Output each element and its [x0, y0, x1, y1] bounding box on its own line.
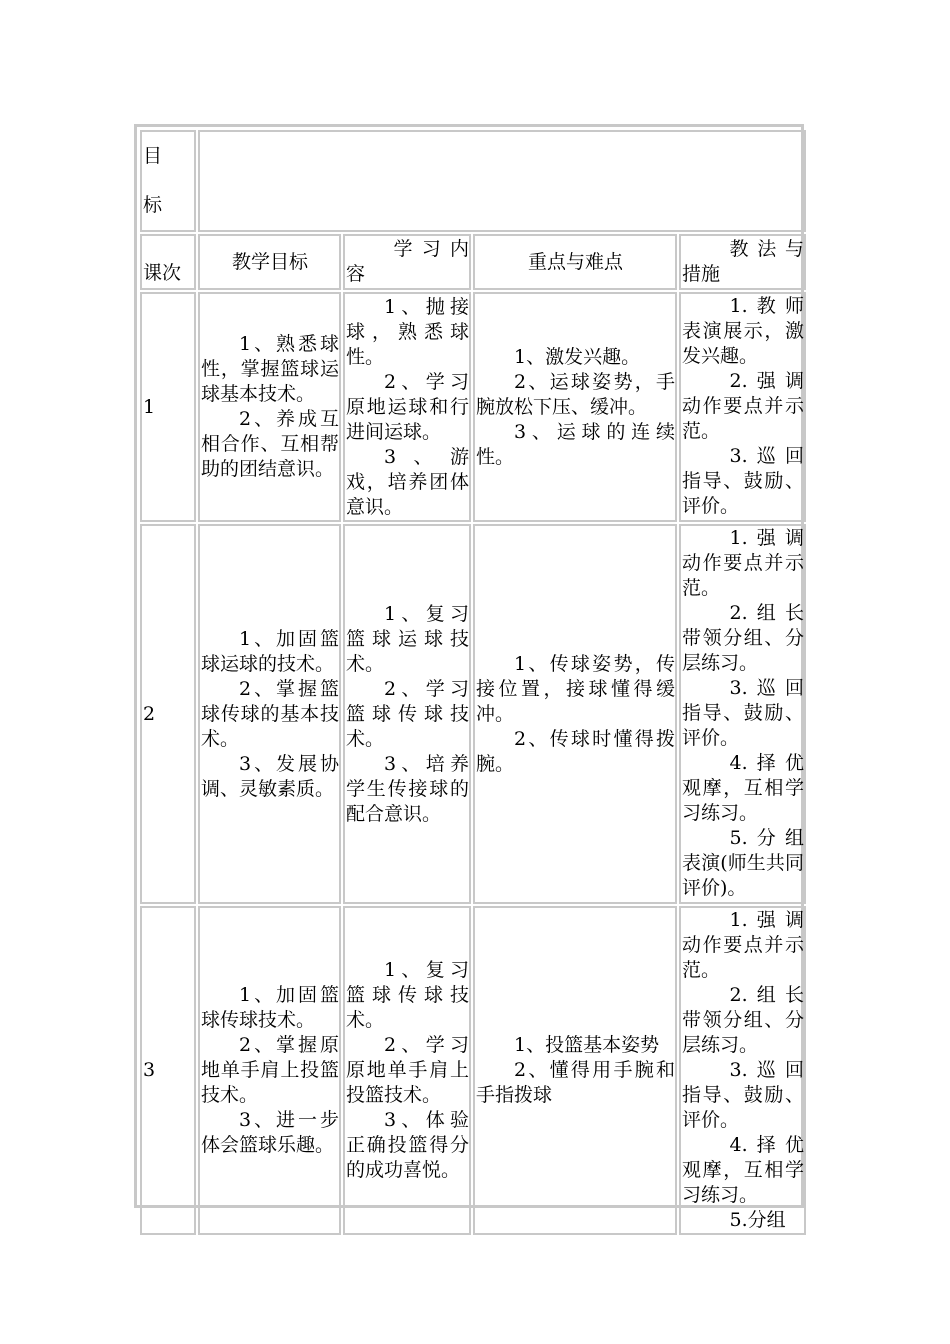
- key-point-item: 3、运球的连续性。: [476, 420, 675, 468]
- content-item: 3、游戏，培养团体意识。: [346, 445, 469, 518]
- method-item: 5.分组: [729, 1209, 786, 1231]
- method-item: 3.巡回指导、鼓励、评价。: [682, 677, 804, 749]
- lesson-number: 3: [140, 906, 196, 1235]
- method-item: 3.巡回指导、鼓励、评价。: [682, 445, 804, 517]
- goal-item: 1、熟悉球性，掌握篮球运球基本技术。: [201, 333, 339, 405]
- methods-cell: [679, 292, 806, 522]
- method-item: 5.分组表演(师生共同评价)。: [682, 827, 804, 899]
- goal-item: 2、养成互相合作、互相帮助的团结意识。: [201, 408, 339, 480]
- method-item: 1.教师表演展示，激发兴趣。: [682, 295, 804, 367]
- methods-cell: [679, 906, 806, 1235]
- target-content-cell: [198, 130, 806, 232]
- method-item: 2.组长带领分组、分层练习。: [682, 984, 804, 1056]
- header-methods-text: 教法与措施: [682, 238, 804, 285]
- content-item: 3、体验正确投篮得分的成功喜悦。: [346, 1109, 469, 1181]
- key-point-item: 1、传球姿势，传接位置，接球懂得缓冲。: [476, 652, 675, 725]
- lesson-row-3: [140, 906, 806, 1235]
- header-content: [343, 234, 471, 290]
- lesson-row-1: [140, 292, 806, 522]
- lesson-row-2: [140, 524, 806, 904]
- content-item: 1、复习篮球传球技术。: [346, 959, 469, 1031]
- goal-cell: [198, 906, 341, 1235]
- goal-item: 2、掌握篮球传球的基本技术。: [201, 677, 339, 750]
- goal-item: 1、加固篮球传球技术。: [201, 984, 339, 1031]
- target-row: [140, 130, 806, 232]
- header-goal: 教学目标: [198, 234, 341, 290]
- method-item: 2.强调动作要点并示范。: [682, 370, 804, 442]
- header-row: [140, 234, 806, 290]
- header-methods: [679, 234, 806, 290]
- method-item: 2.组长带领分组、分层练习。: [682, 602, 804, 674]
- methods-cell: [679, 524, 806, 904]
- key-point-item: 2、传球时懂得拨腕。: [476, 727, 675, 775]
- goal-item: 3、发展协调、灵敏素质。: [201, 752, 339, 800]
- content-cell: [343, 524, 471, 904]
- goal-item: 2、掌握原地单手肩上投篮技术。: [201, 1034, 339, 1106]
- content-item: 1、复习篮球运球技术。: [346, 602, 469, 675]
- target-label-char-2: 标: [143, 194, 163, 216]
- content-item: 1、抛接球，熟悉球性。: [346, 295, 469, 368]
- key-point-item: 1、投篮基本姿势: [514, 1034, 660, 1056]
- lesson-plan-table: [138, 128, 808, 1237]
- key-point-item: 2、懂得用手腕和手指拨球: [476, 1059, 675, 1106]
- goal-cell: [198, 292, 341, 522]
- content-item: 2、学习原地单手肩上投篮技术。: [346, 1034, 469, 1106]
- content-cell: [343, 906, 471, 1235]
- key-points-cell: [473, 292, 677, 522]
- content-item: 2、学习篮球传球技术。: [346, 677, 469, 750]
- header-content-text: 学习内容: [346, 238, 469, 285]
- target-label-cell: [140, 130, 196, 232]
- goal-cell: [198, 524, 341, 904]
- lesson-plan-sheet: [134, 124, 804, 1231]
- target-label-char-1: 目: [143, 145, 163, 167]
- content-item: 3、培养学生传接球的配合意识。: [346, 752, 469, 825]
- header-lesson: 课次: [140, 234, 196, 290]
- content-item: 2、学习原地运球和行进间运球。: [346, 370, 469, 443]
- method-item: 1.强调动作要点并示范。: [682, 527, 804, 599]
- lesson-number: 2: [140, 524, 196, 904]
- goal-item: 1、加固篮球运球的技术。: [201, 627, 339, 675]
- goal-item: 3、进一步体会篮球乐趣。: [201, 1109, 339, 1156]
- key-point-item: 1、激发兴趣。: [514, 345, 641, 368]
- method-item: 3.巡回指导、鼓励、评价。: [682, 1059, 804, 1131]
- method-item: 4.择优观摩，互相学习练习。: [682, 1134, 804, 1206]
- lesson-number: 1: [140, 292, 196, 522]
- method-item: 1.强调动作要点并示范。: [682, 909, 804, 981]
- method-item: 4.择优观摩，互相学习练习。: [682, 752, 804, 824]
- header-key-points: 重点与难点: [473, 234, 677, 290]
- key-points-cell: [473, 906, 677, 1235]
- key-point-item: 2、运球姿势，手腕放松下压、缓冲。: [476, 370, 675, 418]
- key-points-cell: [473, 524, 677, 904]
- content-cell: [343, 292, 471, 522]
